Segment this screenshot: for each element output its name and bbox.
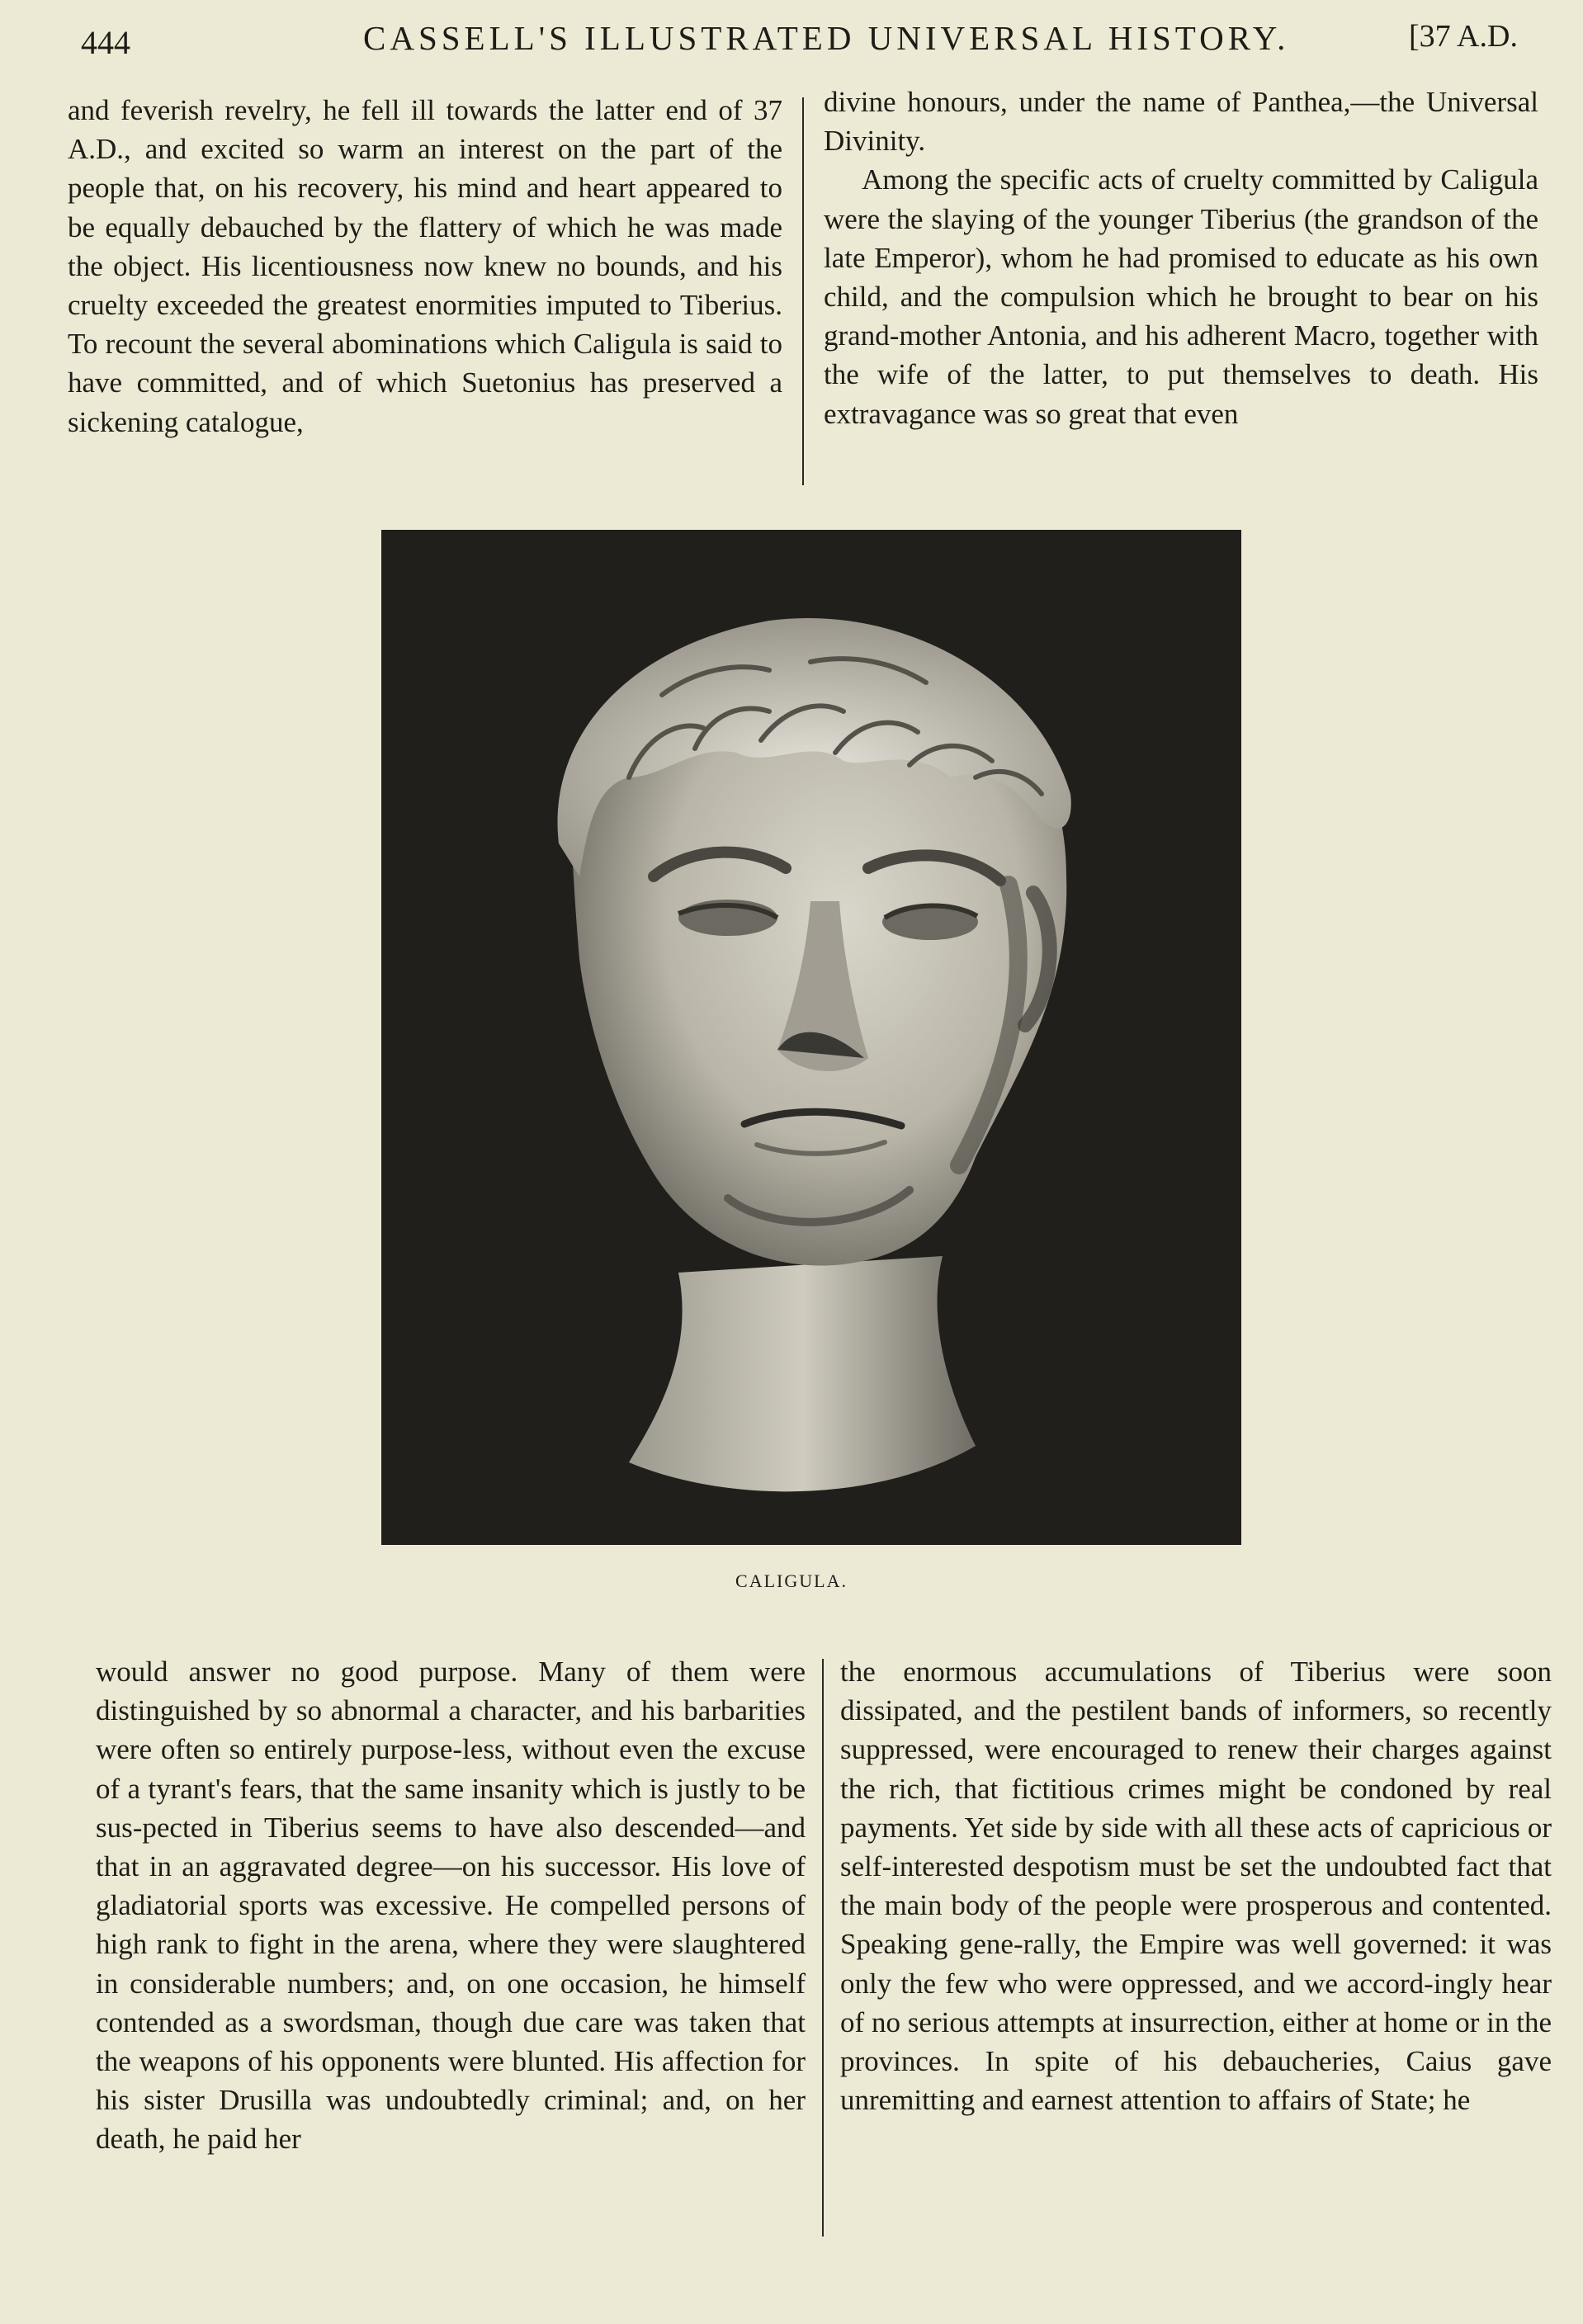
paragraph: the enormous accumulations of Tiberius were soon dissipated, and the pestilent bands of informers, so recently suppressed, were encouraged to renew their charges against the rich, that fictitious crimes might be condoned by real payments. Yet side by side with all these acts of capricious or self-interested despotism must be set the undoubted fact that the main body of the people were prosperous and contented. Speaking gene-rally, the Empire was well governed: it was only the few who were oppressed, and we accord-ingly hear of no serious attempts at insurrection, either at home or in the provinces. In spite of his debaucheries, Caius gave unremitting and earnest attention to affairs of State; he xyxy=(840,1656,1552,2117)
top-left-column xyxy=(68,91,782,442)
paragraph: Among the specific acts of cruelty committed by Caligula were the slaying of the younger Tiberius (the grandson of the late Emperor), whom he had promised to educate as his own child, and the compulsion which he brought to bear on his grand-mother Antonia, and his adherent Macro, together with the wife of the latter, to put themselves to death. His extravagance was so great that even xyxy=(824,163,1538,430)
bottom-left-column xyxy=(96,1652,806,2159)
paragraph: and feverish revelry, he fell ill towards the latter end of 37 A.D., and excited so warm an interest on the part of the people that, on his recovery, his mind and heart appeared to be equally debauched by the flattery of which he was made the object. His licentiousness now knew no bounds, and his cruelty exceeded the greatest enormities imputed to Tiberius. To recount the several abominations which Caligula is said to have committed, and of which Suetonius has preserved a sickening catalogue, xyxy=(68,94,782,438)
paragraph: divine honours, under the name of Panthea,—the Universal Divinity. xyxy=(824,86,1538,158)
page-header xyxy=(0,18,1583,68)
top-right-column xyxy=(824,83,1538,433)
bust-drawing xyxy=(381,530,1241,1545)
page-number: 444 xyxy=(81,24,130,61)
running-title: CASSELL'S ILLUSTRATED UNIVERSAL HISTORY. xyxy=(363,19,1290,57)
date-mark: [37 A.D. xyxy=(1409,19,1518,54)
bottom-right-column xyxy=(840,1652,1552,2119)
paragraph: would answer no good purpose. Many of them were distinguished by so abnormal a character, and his barbarities were often so entirely purpose-less, without even the excuse of a tyrant's fears, that the same insanity which is justly to be sus-pected in Tiberius seems to have also descended—and that in an aggravated degree—on his successor. His love of gladiatorial sports was excessive. He compelled persons of high rank to fight in the arena, where they were slaughtered in considerable numbers; and, on one occasion, he himself contended as a swordsman, though due care was taken that the weapons of his opponents were blunted. His affection for his sister Drusilla was undoubtedly criminal; and, on her death, he paid her xyxy=(96,1656,806,2156)
caligula-bust-illustration xyxy=(381,530,1241,1545)
column-divider-bottom xyxy=(822,1659,824,2237)
figure-caption: CALIGULA. xyxy=(735,1571,848,1591)
column-divider-top xyxy=(802,97,804,485)
